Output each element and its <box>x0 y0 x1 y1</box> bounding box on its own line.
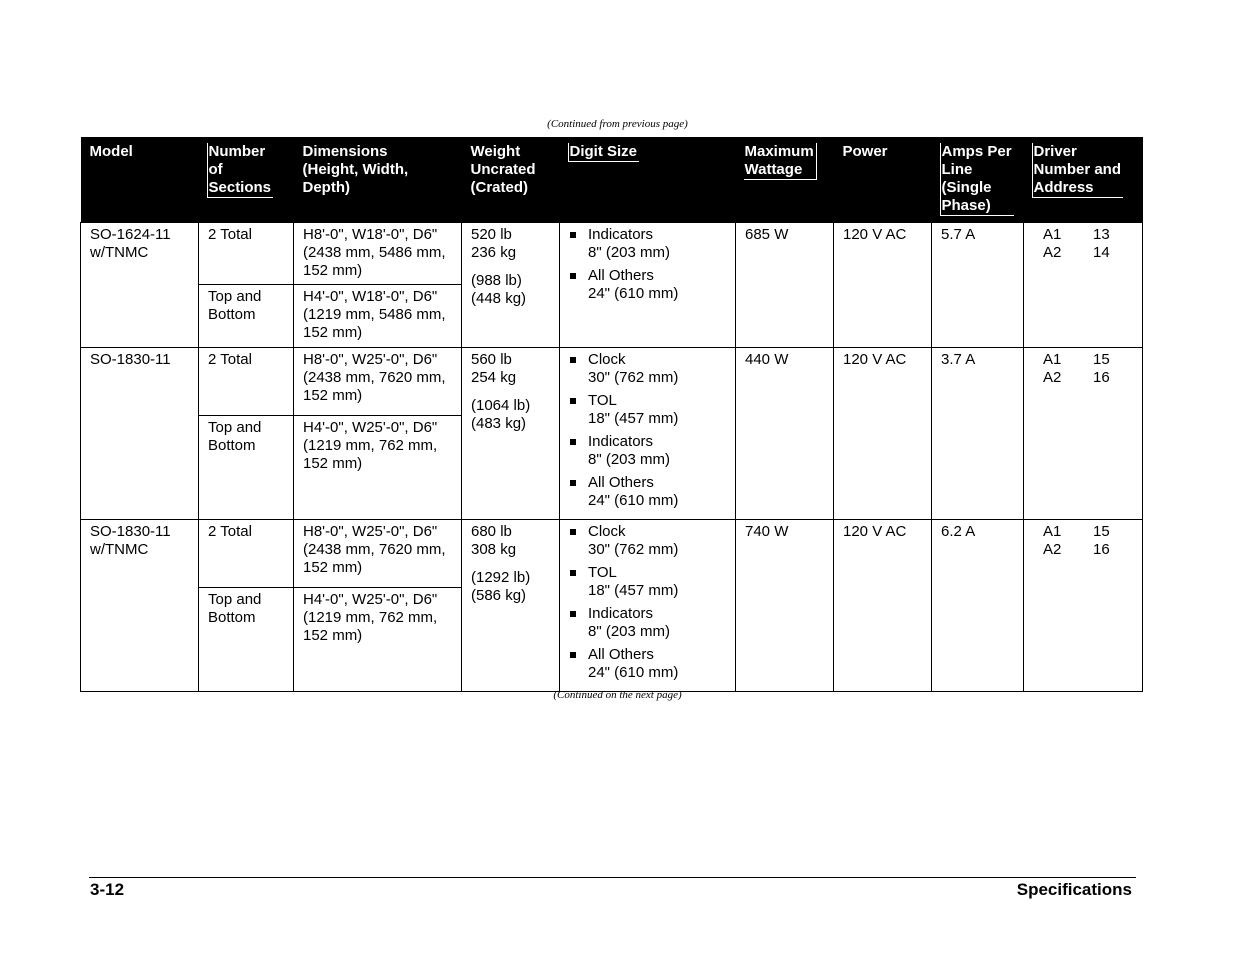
digit-size-cell <box>560 348 736 520</box>
sections-total-cell: 2 Total <box>199 348 294 416</box>
wattage-cell: 440 W <box>736 348 834 520</box>
driver-address: A2 16 <box>1043 541 1110 558</box>
table-row <box>81 223 1143 285</box>
digit-size-item: Indicators 8" (203 mm) <box>569 226 727 262</box>
header-wattage: Maximum Wattage <box>736 137 834 223</box>
bullet-icon <box>570 570 576 576</box>
header-model: Model <box>81 137 199 223</box>
bullet-icon <box>570 232 576 238</box>
digit-size-item: All Others 24" (610 mm) <box>569 646 727 682</box>
power-cell: 120 V AC <box>834 520 932 692</box>
header-driver: Driver Number and Address <box>1024 137 1143 223</box>
header-amps: Amps Per Line (Single Phase) <box>932 137 1024 223</box>
weight-crated: (1064 lb) (483 kg) <box>471 397 531 432</box>
header-power: Power <box>834 137 932 223</box>
header-weight: Weight Uncrated (Crated) <box>462 137 560 223</box>
bullet-icon <box>570 652 576 658</box>
weight-uncrated: 680 lb 308 kg <box>471 523 517 558</box>
dimensions-sub-cell: H4'-0", W25'-0", D6" (1219 mm, 762 mm, 152 mm) <box>294 588 462 692</box>
table-row <box>81 520 1143 588</box>
weight-cell <box>462 223 560 348</box>
wattage-cell: 685 W <box>736 223 834 348</box>
dimensions-total-cell: H8'-0", W25'-0", D6" (2438 mm, 7620 mm, 152 mm) <box>294 520 462 588</box>
power-cell: 120 V AC <box>834 348 932 520</box>
digit-size-list <box>569 226 727 303</box>
digit-size-cell <box>560 520 736 692</box>
header-dimensions: Dimensions (Height, Width, Depth) <box>294 137 462 223</box>
sections-sub-cell: Top and Bottom <box>199 285 294 348</box>
digit-size-item: TOL 18" (457 mm) <box>569 564 727 600</box>
amps-cell: 5.7 A <box>932 223 1024 348</box>
digit-size-item: Clock 30" (762 mm) <box>569 523 727 559</box>
bullet-icon <box>570 611 576 617</box>
power-cell: 120 V AC <box>834 223 932 348</box>
digit-size-item: All Others 24" (610 mm) <box>569 267 727 303</box>
amps-cell: 3.7 A <box>932 348 1024 520</box>
dimensions-sub-cell: H4'-0", W18'-0", D6" (1219 mm, 5486 mm, 152 mm) <box>294 285 462 348</box>
driver-address: A2 16 <box>1043 369 1110 386</box>
digit-size-item: Indicators 8" (203 mm) <box>569 433 727 469</box>
footer-divider <box>89 877 1136 878</box>
bullet-icon <box>570 439 576 445</box>
header-sections: Number of Sections <box>199 137 294 223</box>
digit-size-list <box>569 523 727 682</box>
header-digit-size: Digit Size <box>560 137 736 223</box>
weight-cell <box>462 348 560 520</box>
dimensions-total-cell: H8'-0", W25'-0", D6" (2438 mm, 7620 mm, 152 mm) <box>294 348 462 416</box>
wattage-cell: 740 W <box>736 520 834 692</box>
table-row <box>81 348 1143 416</box>
model-cell: SO-1624-11 w/TNMC <box>81 223 199 348</box>
driver-cell <box>1024 520 1143 692</box>
digit-size-item: Clock 30" (762 mm) <box>569 351 727 387</box>
bullet-icon <box>570 357 576 363</box>
dimensions-sub-cell: H4'-0", W25'-0", D6" (1219 mm, 762 mm, 152 mm) <box>294 416 462 520</box>
sections-total-cell: 2 Total <box>199 223 294 285</box>
page-number: 3-12 <box>90 880 125 899</box>
weight-crated: (1292 lb) (586 kg) <box>471 569 531 604</box>
model-cell: SO-1830-11 <box>81 348 199 520</box>
driver-address: A2 14 <box>1043 244 1110 261</box>
driver-cell <box>1024 223 1143 348</box>
driver-cell <box>1024 348 1143 520</box>
digit-size-item: All Others 24" (610 mm) <box>569 474 727 510</box>
amps-cell: 6.2 A <box>932 520 1024 692</box>
specifications-table <box>80 137 1143 692</box>
sections-sub-cell: Top and Bottom <box>199 416 294 520</box>
sections-sub-cell: Top and Bottom <box>199 588 294 692</box>
bullet-icon <box>570 273 576 279</box>
continued-from-note: (Continued from previous page) <box>547 118 688 130</box>
driver-address: A1 15 <box>1043 523 1110 540</box>
weight-crated: (988 lb) (448 kg) <box>471 272 527 307</box>
weight-uncrated: 560 lb 254 kg <box>471 351 517 386</box>
model-cell: SO-1830-11 w/TNMC <box>81 520 199 692</box>
bullet-icon <box>570 480 576 486</box>
header-row <box>81 137 1143 223</box>
digit-size-cell <box>560 223 736 348</box>
sections-total-cell: 2 Total <box>199 520 294 588</box>
continued-next-note: (Continued on the next page) <box>553 689 682 701</box>
weight-cell <box>462 520 560 692</box>
section-title: Specifications <box>1016 880 1132 899</box>
digit-size-list <box>569 351 727 510</box>
digit-size-item: Indicators 8" (203 mm) <box>569 605 727 641</box>
bullet-icon <box>570 398 576 404</box>
weight-uncrated: 520 lb 236 kg <box>471 226 517 261</box>
driver-address: A1 13 <box>1043 226 1110 243</box>
digit-size-item: TOL 18" (457 mm) <box>569 392 727 428</box>
driver-address: A1 15 <box>1043 351 1110 368</box>
bullet-icon <box>570 529 576 535</box>
dimensions-total-cell: H8'-0", W18'-0", D6" (2438 mm, 5486 mm, 152 mm) <box>294 223 462 285</box>
